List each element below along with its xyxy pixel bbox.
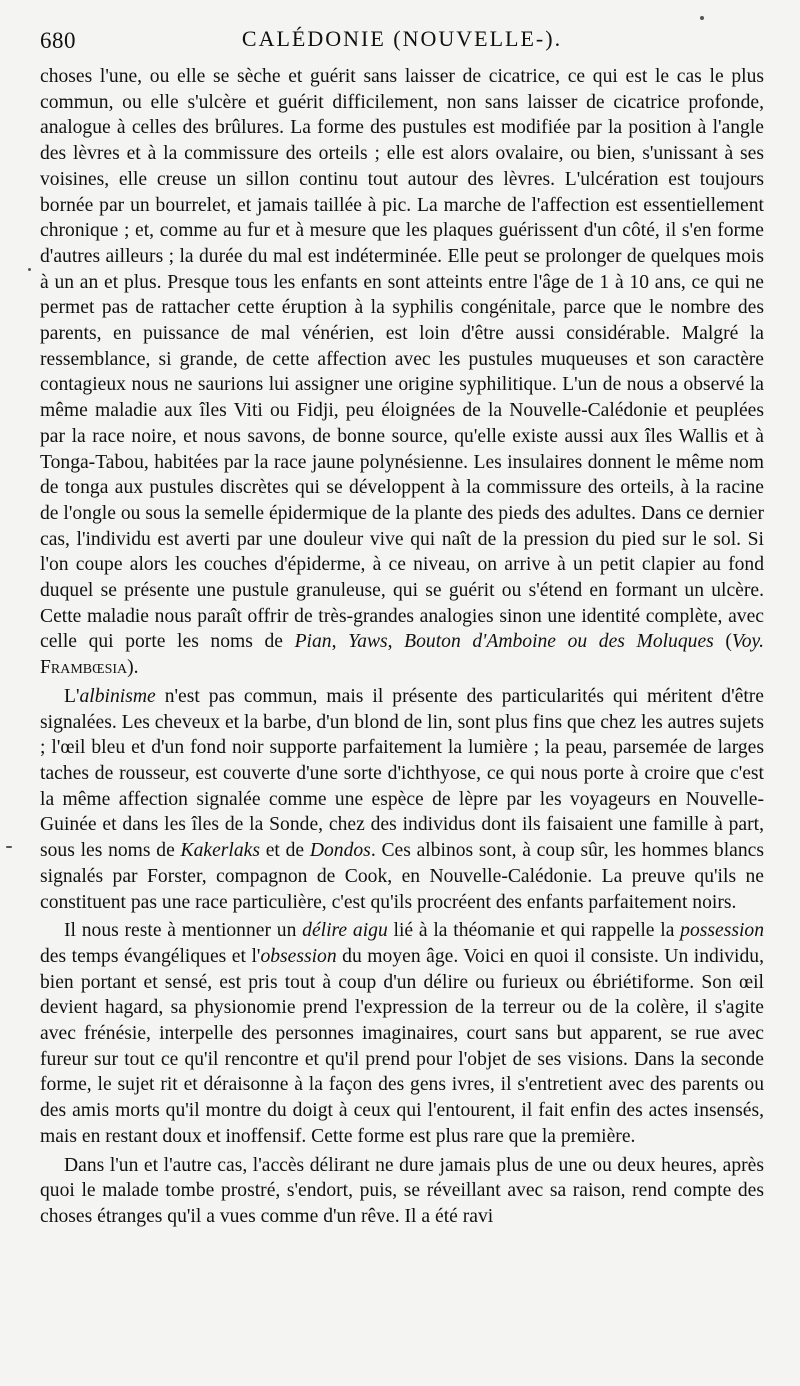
italic-term: Yaws bbox=[348, 631, 388, 653]
body-text bbox=[40, 64, 764, 1230]
italic-term: albinisme bbox=[79, 685, 156, 707]
page-header bbox=[40, 18, 764, 58]
paragraph-text: et de bbox=[259, 840, 310, 862]
paragraph-albinisme bbox=[40, 684, 764, 915]
ink-mark bbox=[6, 846, 12, 848]
italic-term: Kakerlaks bbox=[180, 840, 260, 862]
italic-term: obsession bbox=[260, 945, 337, 967]
separator: , bbox=[387, 631, 405, 653]
paragraph-text: n'est pas commun, mais il présente des particularités qui méritent d'être signalées. Les cheveux et la barbe, d'un blond de lin, sont plus fins que chez les autres sujets ; l'œil bleu et d'un fond noir supporte parfaitement la lumière ; la peau, parsemée de larges taches de rousseur, est couverte d'une sorte d'ichthyose, ce qui nous porte à croire que c'est la même affection signalée comme une espèce de lèpre par les voyageurs en Nouvelle-Guinée et dans les îles de la Sonde, chez des individus dont ils faisaient une famille à part, sous les noms de bbox=[40, 685, 764, 862]
italic-term: Bouton d'Amboine ou des Moluques bbox=[404, 631, 714, 653]
ink-blot bbox=[28, 268, 31, 271]
ink-blot bbox=[700, 16, 704, 20]
italic-term: possession bbox=[680, 920, 765, 942]
paragraph-text: . Ces albinos sont, à coup sûr, les hommes blancs signalés par Forster, compagnon de Cook, en Nouvelle-Calédonie. La preuve qu'ils ne constituent pas une race particulière, c'est qu'ils procréent des enfants parfaitement noirs. bbox=[40, 840, 764, 913]
paren-open: ( bbox=[713, 631, 732, 653]
page-number: 680 bbox=[40, 28, 76, 53]
paragraph-text: du moyen âge. Voici en quoi il consiste. Un individu, bien portant et sensé, est pris tout à coup d'un délire ou furieux ou ébriétiforme. Son œil devient hagard, sa physionomie prend l'expression de la terreur ou de la colère, il s'agite avec frénésie, interpelle des personnes imaginaires, court sans but apparent, se rue avec fureur sur tout ce qu'il rencontre et qu'il prend pour l'objet de ses visions. Dans la seconde forme, le sujet rit et déraisonne à la façon des gens ivres, il s'entretient avec des parents ou des amis morts qu'il montre du doigt à ceux qui l'entourent, il fait enfin des actes insensés, mais en restant doux et inoffensif. Cette forme est plus rare que la première. bbox=[40, 945, 764, 1147]
paren-close: ). bbox=[127, 657, 139, 679]
running-title: CALÉDONIE (NOUVELLE-). bbox=[241, 26, 563, 51]
italic-term: Pian bbox=[294, 631, 332, 653]
paragraph-text: lié à la théomanie et qui rappelle la bbox=[387, 920, 681, 942]
paragraph-text: Dans l'un et l'autre cas, l'accès délirant ne dure jamais plus de une ou deux heures, après quoi le malade tombe prostré, s'endort, puis, se réveillant avec sa raison, rend compte des choses étranges qu'il a vues comme d'un rêve. Il a été ravi bbox=[40, 1154, 764, 1227]
cross-reference-term: Frambœsia bbox=[40, 657, 128, 679]
italic-term: Dondos bbox=[309, 840, 371, 862]
paragraph-acces bbox=[40, 1153, 764, 1230]
cross-reference-label: Voy. bbox=[731, 631, 765, 653]
paragraph-pian bbox=[40, 64, 764, 681]
paragraph-delire bbox=[40, 918, 764, 1149]
paragraph-text: choses l'une, ou elle se sèche et guérit sans laisser de cicatrice, ce qui est le cas le plus commun, ou elle s'ulcère et guérit difficilement, non sans laisser de cicatrice profonde, analogue à celles des brûlures. La forme des pustules est modifiée par la position à l'angle des lèvres et à la commissure des orteils ; elle est alors ovalaire, ou bien, s'unissant à ses voisines, elle creuse un sillon continu tout autour des lèvres. L'ulcération est toujours bornée par un bourrelet, et jamais taillée à pic. La marche de l'affection est essentiellement chronique ; et, comme au fur et à mesure que les plaques guérissent d'un côté, il s'en forme d'autres ailleurs ; la durée du mal est indéterminée. Elle peut se prolonger de quelques mois à un an et plus. Presque tous les enfants en sont atteints entre l'âge de 1 à 10 ans, ce qui ne permet pas de rattacher cette éruption à la syphilis congénitale, parce que le nombre des parents, en puissance de mal vénérien, est loin d'être aussi considérable. Malgré la ressemblance, si grande, de cette affection avec les pustules muqueuses et son caractère contagieux nous ne saurions lui assigner une origine syphilitique. L'un de nous a observé la même maladie aux îles Viti ou Fidji, peu éloignées de la Nouvelle-Calédonie et peuplées par la race noire, et nous savons, de bonne source, qu'elle existe aussi aux îles Wallis et à Tonga-Tabou, habitées par la race jaune polynésienne. Les insulaires donnent le même nom de tonga aux pustules discrètes qui se développent à la commissure des orteils, à la racine de l'ongle ou sous la semelle épidermique de la plante des pieds des adultes. Dans ce dernier cas, l'individu est averti par une douleur vive qui naît de la pression du pied sur le sol. Si l'on coupe alors les couches d'épiderme, à ce niveau, on arrive à un petit clapier au fond duquel se présente une pustule granuleuse, qui se guérit ou s'étend en formant un ulcère. Cette maladie nous paraît offrir de très-grandes analogies sinon une identité complète, avec celle qui porte les noms de bbox=[40, 66, 764, 653]
separator: , bbox=[331, 631, 349, 653]
paragraph-text: Il nous reste à mentionner un bbox=[64, 920, 303, 942]
paragraph-text: L' bbox=[64, 685, 80, 707]
paragraph-text: des temps évangéliques et l' bbox=[40, 945, 261, 967]
italic-term: délire aigu bbox=[302, 920, 388, 942]
